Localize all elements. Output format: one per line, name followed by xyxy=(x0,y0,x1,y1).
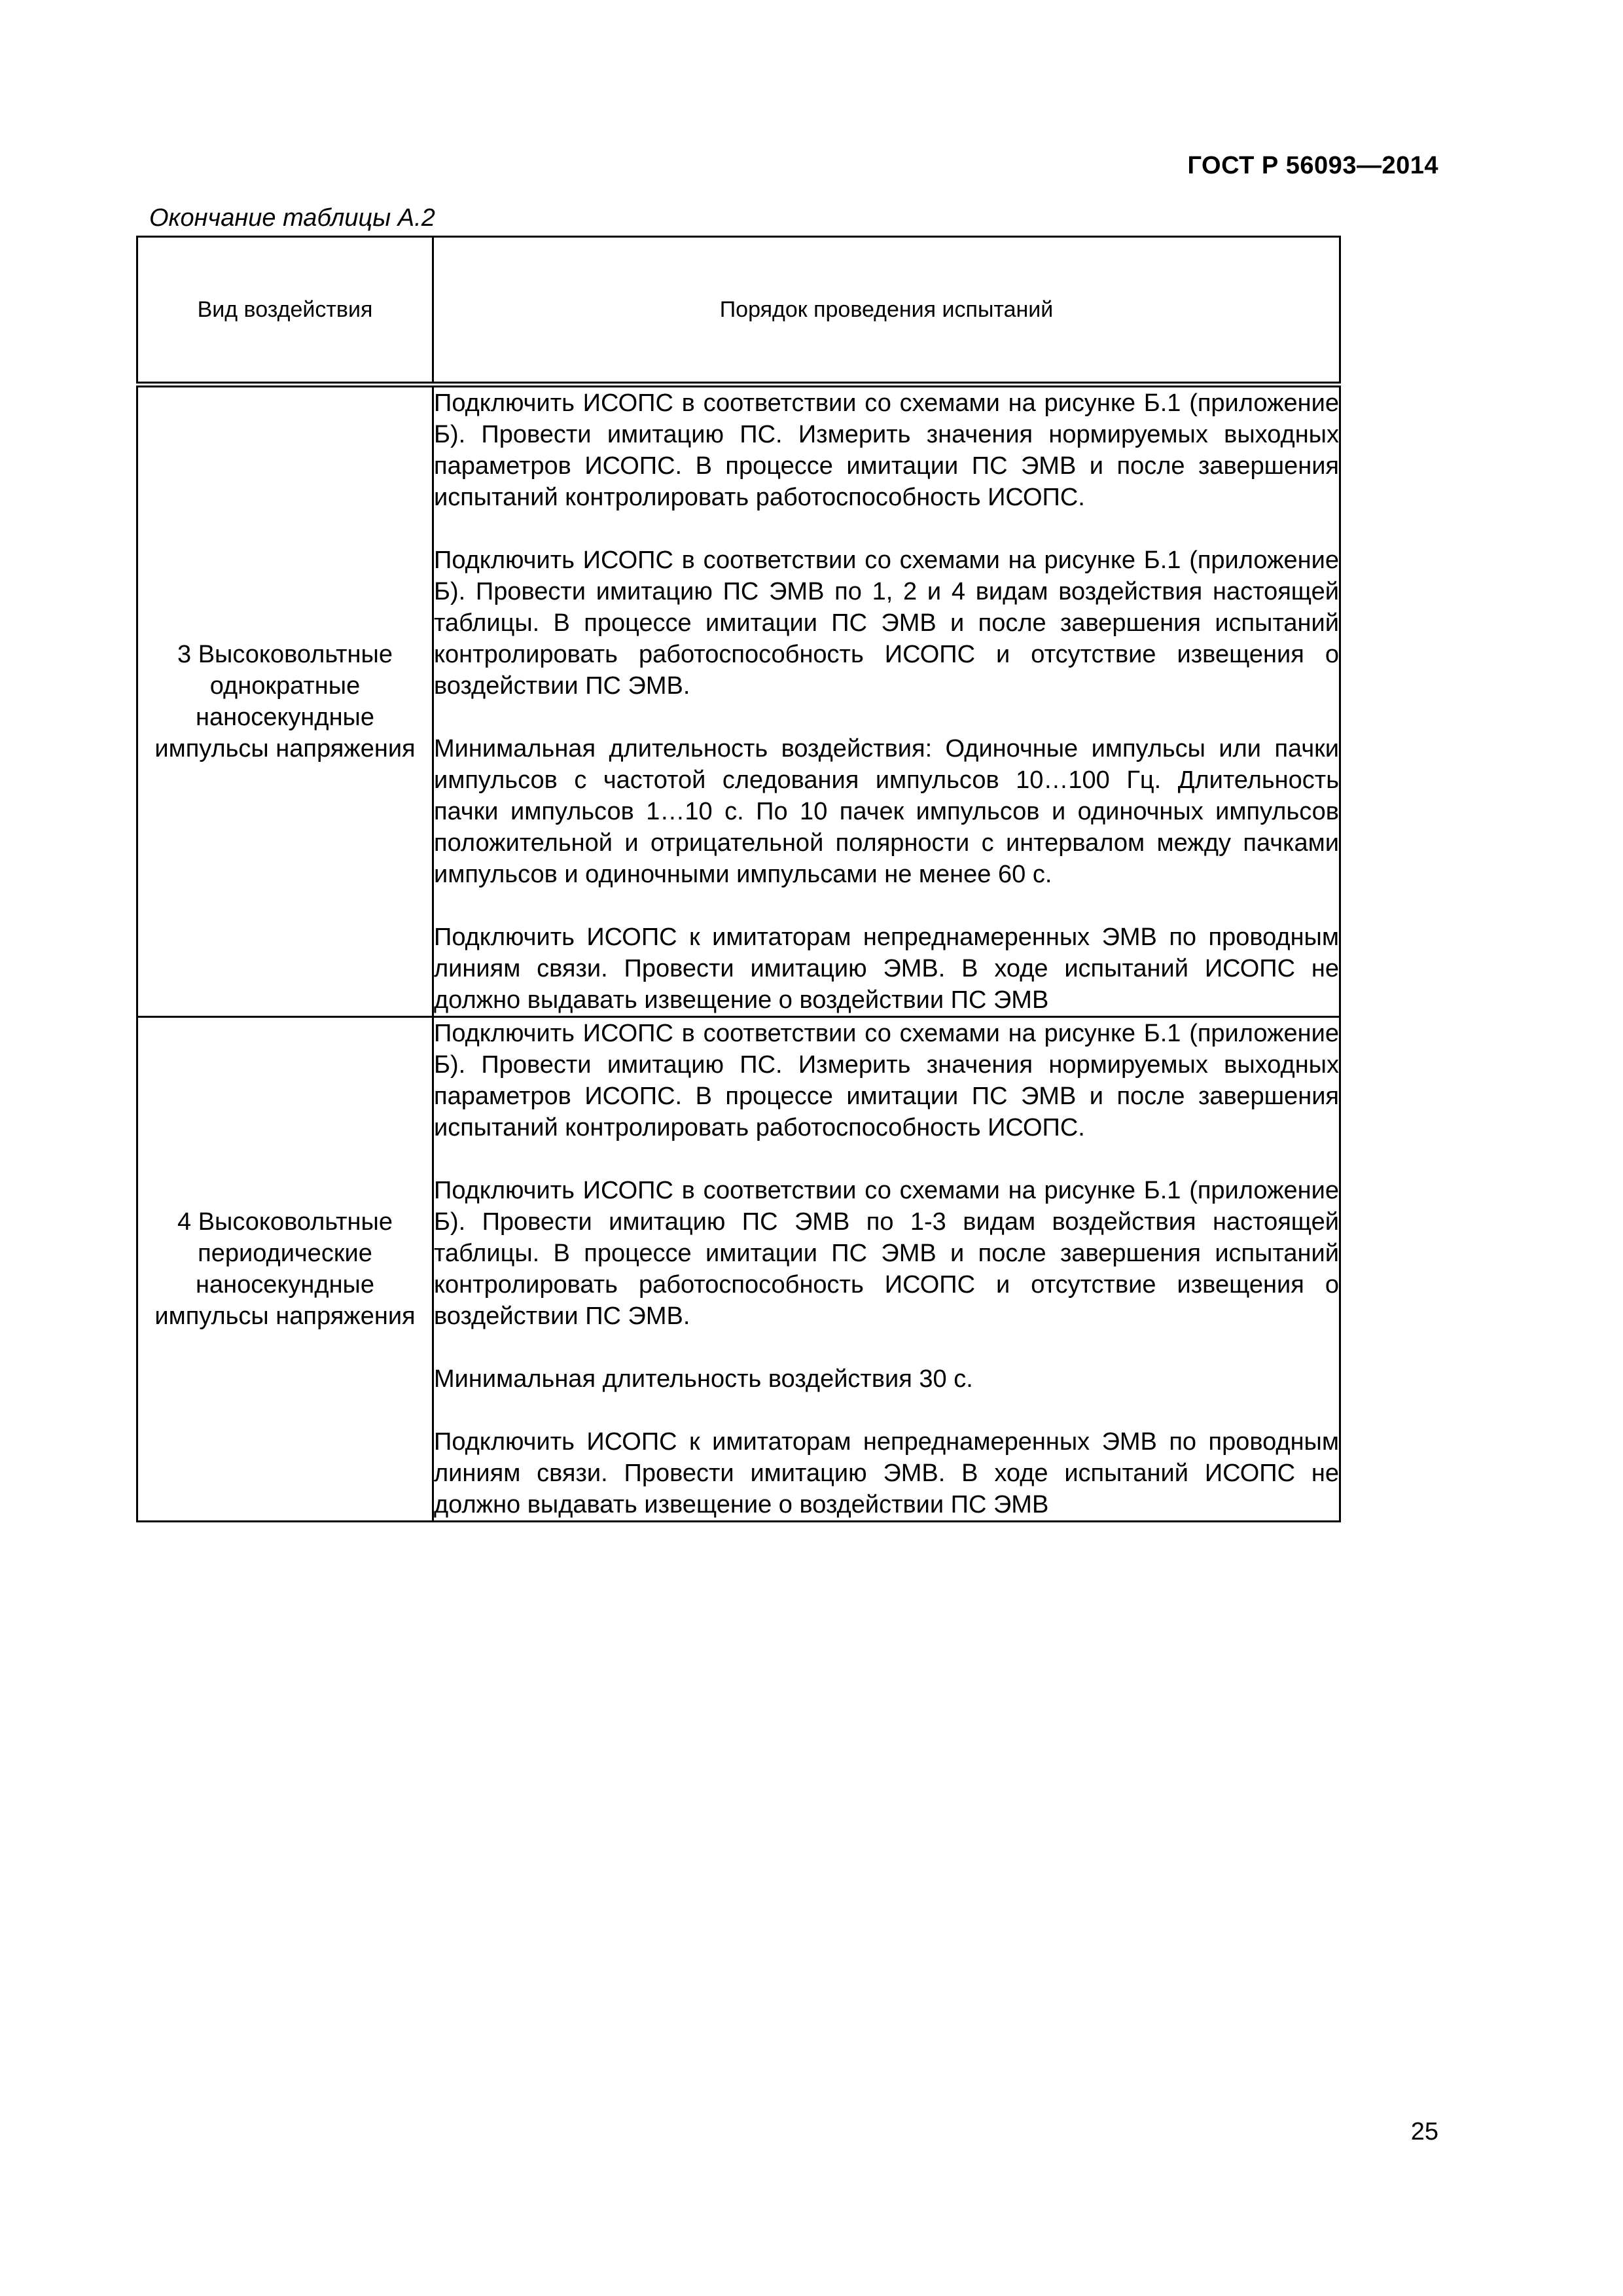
column-header-test-procedure: Порядок проведения испытаний xyxy=(433,237,1340,385)
impact-type-cell: 3 Высоковольтные однократные наносекундные импульсы напряжения xyxy=(137,385,433,1017)
table-row xyxy=(137,385,1340,1017)
procedure-cell xyxy=(433,1017,1340,1522)
table-row xyxy=(137,1017,1340,1522)
procedure-cell xyxy=(433,385,1340,1017)
procedure-paragraph: Подключить ИСОПС в соответствии со схемами на рисунке Б.1 (приложение Б). Провести имитацию ПС. Измерить значения нормируемых выходных параметров ИСОПС. В процессе имитации ПС ЭМВ и после завершения испытаний контролировать работоспособность ИСОПС. xyxy=(434,1020,1339,1141)
impact-type-cell: 4 Высоковольтные периодические наносекундные импульсы напряжения xyxy=(137,1017,433,1522)
procedure-paragraph: Подключить ИСОПС в соответствии со схемами на рисунке Б.1 (приложение Б). Провести имитацию ПС. Измерить значения нормируемых выходных параметров ИСОПС. В процессе имитации ПС ЭМВ и после завершения испытаний контролировать работоспособность ИСОПС. xyxy=(434,389,1339,511)
table-header-row xyxy=(137,237,1340,385)
page-number: 25 xyxy=(1410,2118,1438,2145)
procedure-paragraph: Подключить ИСОПС в соответствии со схемами на рисунке Б.1 (приложение Б). Провести имитацию ПС ЭМВ по 1-3 видам воздействия настоящей таблицы. В процессе имитации ПС ЭМВ и после завершения испытаний контролировать работоспособность ИСОПС и отсутствие извещения о воздействии ПС ЭМВ. xyxy=(434,1177,1339,1330)
procedure-paragraph: Подключить ИСОПС в соответствии со схемами на рисунке Б.1 (приложение Б). Провести имитацию ПС ЭМВ по 1, 2 и 4 видам воздействия настоящей таблицы. В процессе имитации ПС ЭМВ и после завершения испытаний контролировать работоспособность ИСОПС и отсутствие извещения о воздействии ПС ЭМВ. xyxy=(434,547,1339,700)
procedure-paragraph: Подключить ИСОПС к имитаторам непреднамеренных ЭМВ по проводным линиям связи. Провести имитацию ЭМВ. В ходе испытаний ИСОПС не должно выдавать извещение о воздействии ПС ЭМВ xyxy=(434,924,1339,1014)
document-standard-header: ГОСТ Р 56093—2014 xyxy=(1187,152,1438,179)
procedure-paragraph: Минимальная длительность воздействия: Одиночные импульсы или пачки импульсов с частотой следования импульсов 10…100 Гц. Длительность пачки импульсов 1…10 с. По 10 пачек импульсов и одиночных импульсов положительной и отрицательной полярности с интервалом между пачками импульсов и одиночными импульсами не менее 60 с. xyxy=(434,735,1339,888)
column-header-impact-type: Вид воздействия xyxy=(137,237,433,385)
procedure-paragraph: Минимальная длительность воздействия 30 с. xyxy=(434,1365,973,1393)
table-caption: Окончание таблицы А.2 xyxy=(149,204,435,232)
procedure-paragraph: Подключить ИСОПС к имитаторам непреднамеренных ЭМВ по проводным линиям связи. Провести имитацию ЭМВ. В ходе испытаний ИСОПС не должно выдавать извещение о воздействии ПС ЭМВ xyxy=(434,1428,1339,1518)
test-procedure-table xyxy=(136,236,1341,1522)
